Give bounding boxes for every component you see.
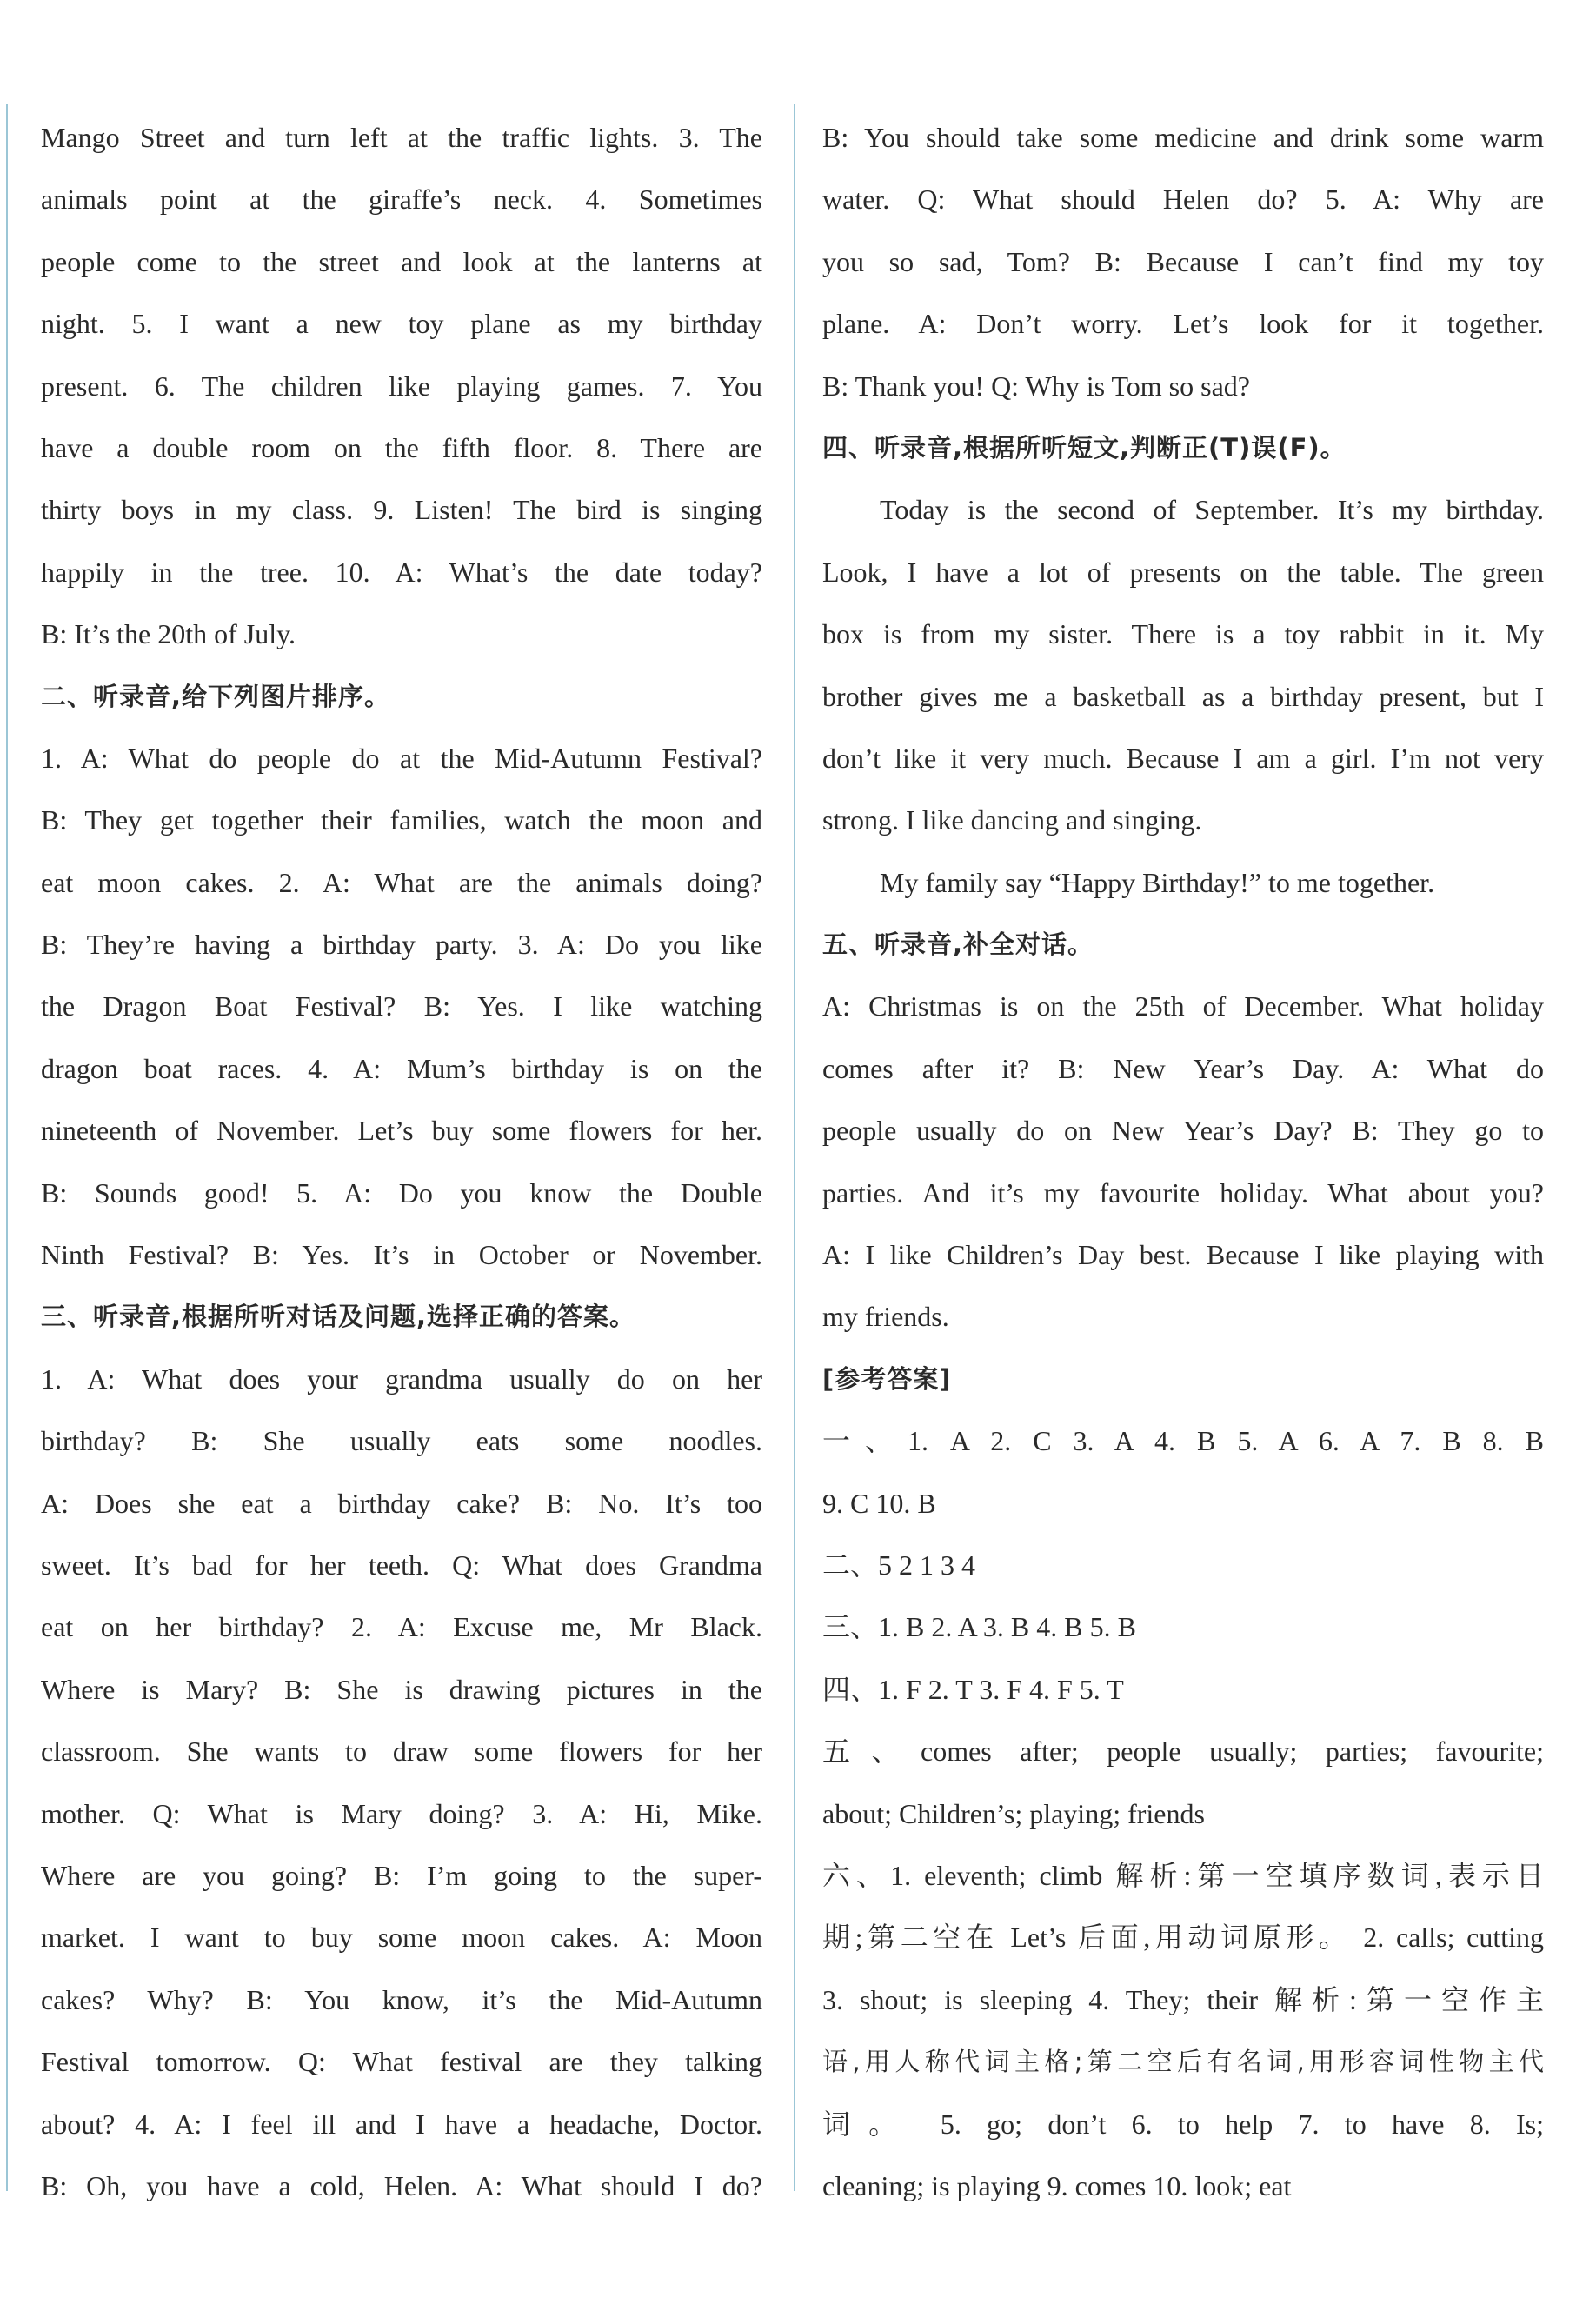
answer-key-heading: [参考答案] — [822, 1363, 952, 1394]
answer-line: cleaning; is playing 9. comes 10. look; eat — [822, 2169, 1292, 2201]
text-line: parties. And it’s my favourite holiday. What about you? — [822, 1176, 1544, 1209]
text-line: Where is Mary? B: She is drawing pictures in the — [41, 1673, 762, 1705]
text-line: Ninth Festival? B: Yes. It’s in October or November. — [41, 1239, 762, 1271]
right-column — [822, 107, 1544, 2217]
text-line: A: I like Children’s Day best. Because I like playing with — [822, 1239, 1544, 1271]
text-line: Look, I have a lot of presents on the table. The green — [822, 556, 1544, 588]
answer-line: 期;第二空在 Let’s 后面,用动词原形。 2. calls; cutting — [822, 1922, 1544, 1954]
text-line: B: Thank you! Q: Why is Tom so sad? — [822, 370, 1250, 402]
column-divider — [794, 104, 795, 2191]
text-line: present. 6. The children like playing games. 7. You — [41, 370, 762, 402]
text-line: Mango Street and turn left at the traffic lights. 3. The — [41, 122, 762, 153]
text-line: you so sad, Tom? B: Because I can’t find my toy — [822, 245, 1544, 277]
text-line: my friends. — [822, 1301, 949, 1333]
text-line: plane. A: Don’t worry. Let’s look for it together. — [822, 308, 1544, 340]
section-heading: 四、听录音,根据所听短文,判断正(T)误(F)。 — [822, 432, 1347, 463]
answer-line: 三、1. B 2. A 3. B 4. B 5. B — [822, 1611, 1136, 1643]
text-line: strong. I like dancing and singing. — [822, 804, 1202, 836]
text-line: happily in the tree. 10. A: What’s the date today? — [41, 556, 762, 588]
answer-line: about; Children’s; playing; friends — [822, 1797, 1205, 1829]
left-margin-rule — [6, 104, 8, 2191]
answer-line: 词。 5. go; don’t 6. to help 7. to have 8. Is; — [822, 2108, 1544, 2140]
text-line: My family say “Happy Birthday!” to me together. — [880, 866, 1435, 898]
text-line: B: Oh, you have a cold, Helen. A: What should I do? — [41, 2169, 762, 2201]
text-line: eat moon cakes. 2. A: What are the animals doing? — [41, 866, 762, 898]
text-line: animals point at the giraffe’s neck. 4. Sometimes — [41, 183, 762, 216]
text-line: birthday? B: She usually eats some noodles. — [41, 1425, 762, 1457]
text-line: Today is the second of September. It’s my birthday. — [880, 494, 1544, 526]
answer-line: 一、1. A 2. C 3. A 4. B 5. A 6. A 7. B 8. B — [822, 1425, 1544, 1457]
answer-line: 六、1. eleventh; climb 解析:第一空填序数词,表示日 — [822, 1859, 1544, 1891]
text-line: brother gives me a basketball as a birthday present, but I — [822, 680, 1544, 712]
text-line: B: They’re having a birthday party. 3. A: Do you like — [41, 929, 762, 961]
text-line: Where are you going? B: I’m going to the super- — [41, 1859, 762, 1891]
text-line: B: It’s the 20th of July. — [41, 618, 296, 650]
text-line: B: They get together their families, watch the moon and — [41, 804, 762, 836]
text-line: mother. Q: What is Mary doing? 3. A: Hi, Mike. — [41, 1797, 762, 1829]
text-line: have a double room on the fifth floor. 8. There are — [41, 431, 762, 463]
text-line: people come to the street and look at the lanterns at — [41, 245, 762, 277]
text-line: dragon boat races. 4. A: Mum’s birthday is on the — [41, 1052, 762, 1084]
text-line: market. I want to buy some moon cakes. A: Moon — [41, 1922, 762, 1954]
answer-line: 四、1. F 2. T 3. F 4. F 5. T — [822, 1673, 1124, 1705]
text-line: A: Christmas is on the 25th of December. What holiday — [822, 990, 1544, 1022]
text-line: comes after it? B: New Year’s Day. A: What do — [822, 1052, 1544, 1084]
section-heading: 五、听录音,补全对话。 — [822, 929, 1094, 960]
text-line: B: Sounds good! 5. A: Do you know the Double — [41, 1176, 762, 1209]
text-line: water. Q: What should Helen do? 5. A: Why are — [822, 183, 1544, 216]
answer-line: 二、5 2 1 3 4 — [822, 1549, 976, 1581]
text-line: nineteenth of November. Let’s buy some flowers for her. — [41, 1115, 762, 1147]
text-line: Festival tomorrow. Q: What festival are they talking — [41, 2046, 762, 2078]
text-line: classroom. She wants to draw some flowers for her — [41, 1735, 762, 1768]
section-heading: 三、听录音,根据所听对话及问题,选择正确的答案。 — [41, 1302, 636, 1332]
text-line: 1. A: What does your grandma usually do on her — [41, 1362, 762, 1395]
text-line: people usually do on New Year’s Day? B: They go to — [822, 1115, 1544, 1147]
text-line: 1. A: What do people do at the Mid-Autumn Festival? — [41, 742, 762, 774]
text-line: cakes? Why? B: You know, it’s the Mid-Autumn — [41, 1983, 762, 2015]
answer-line: 3. shout; is sleeping 4. They; their 解析:第一空作主 — [822, 1983, 1544, 2015]
text-line: don’t like it very much. Because I am a girl. I’m not very — [822, 742, 1544, 774]
text-line: eat on her birthday? 2. A: Excuse me, Mr Black. — [41, 1611, 762, 1643]
section-heading: 二、听录音,给下列图片排序。 — [41, 681, 391, 711]
text-line: A: Does she eat a birthday cake? B: No. It’s too — [41, 1487, 762, 1519]
text-line: B: You should take some medicine and drink some warm — [822, 122, 1544, 153]
answer-line: 9. C 10. B — [822, 1487, 936, 1519]
answer-line: 语,用人称代词主格;第二空后有名词,用形容词性物主代 — [822, 2047, 1544, 2077]
text-line: about? 4. A: I feel ill and I have a headache, Doctor. — [41, 2108, 762, 2140]
text-line: night. 5. I want a new toy plane as my birthday — [41, 308, 762, 340]
text-line: thirty boys in my class. 9. Listen! The bird is singing — [41, 494, 762, 526]
text-line: sweet. It’s bad for her teeth. Q: What does Grandma — [41, 1549, 762, 1581]
answer-line: 五、comes after; people usually; parties; favourite; — [822, 1735, 1544, 1768]
text-line: box is from my sister. There is a toy rabbit in it. My — [822, 618, 1544, 650]
text-line: the Dragon Boat Festival? B: Yes. I like watching — [41, 990, 762, 1022]
left-column — [41, 107, 762, 2217]
